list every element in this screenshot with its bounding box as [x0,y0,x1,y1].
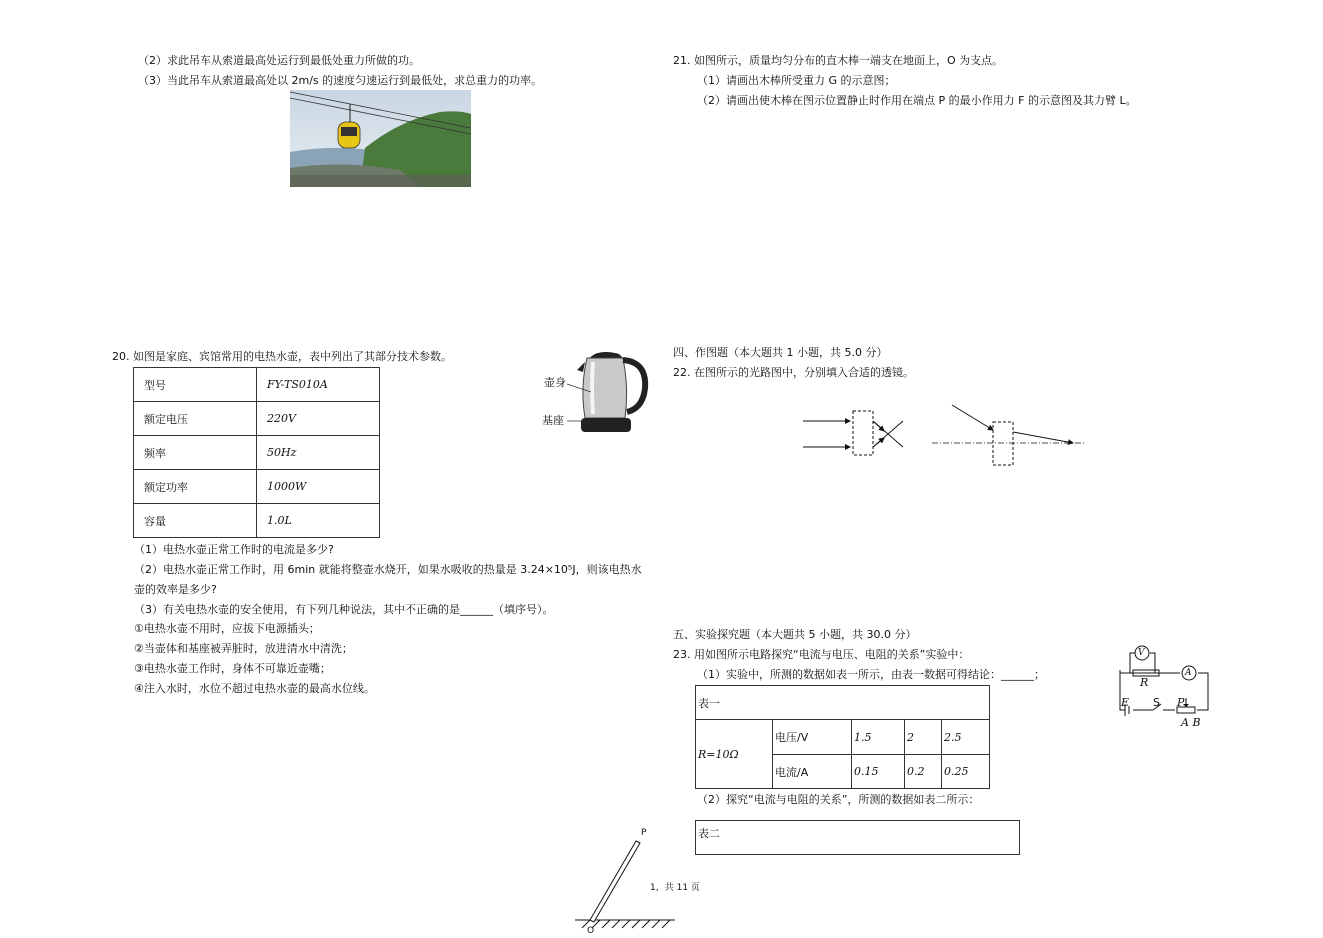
q22-stem: 22. 在图所示的光路图中，分别填入合适的透镜。 [673,366,914,379]
spec-value: 1000W [257,470,380,504]
circuit-s-label: S [1153,696,1160,709]
page-footer: 1，共 11 页 [650,883,700,893]
spec-value: 220V [257,402,380,436]
spec-label: 容量 [134,504,257,538]
q21-sub1: （1）请画出木棒所受重力 G 的示意图； [697,74,896,87]
q19-sub2: （2）求此吊车从索道最高处运行到最低处重力所做的功。 [138,54,420,67]
table1-title: 表一 [696,686,990,720]
table1-cell: 2.5 [942,720,990,755]
q23-sub2: （2）探究“电流与电阻的关系”，所测的数据如表二所示： [697,793,980,806]
table1-cell: 0.2 [905,755,942,789]
table1-cell: 1.5 [852,720,905,755]
q19-sub3: （3）当此吊车从索道最高处以 2m/s 的速度匀速运行到最低处，求总重力的功率。 [138,74,543,87]
table2-title: 表二 [696,821,1020,855]
rod-lever-figure [570,825,680,935]
table1-cell: 2 [905,720,942,755]
table1-row1-label: 电压/V [773,720,852,755]
q20-opt1: ①电热水壶不用时，应拔下电源插头； [134,622,320,635]
spec-value: FY-TS010A [257,368,380,402]
q20-opt2: ②当壶体和基座被弄脏时，放进清水中清洗； [134,642,353,655]
q20-sub2b: 壶的效率是多少? [134,583,217,596]
q20-opt4: ④注入水时，水位不超过电热水壶的最高水位线。 [134,682,375,695]
section-4-heading: 四、作图题（本大题共 1 小题，共 5.0 分） [673,346,888,359]
circuit-v-label: V [1138,648,1145,658]
data-table-1 [695,685,990,789]
spec-label: 频率 [134,436,257,470]
spec-label: 额定功率 [134,470,257,504]
q21-sub2: （2）请画出使木棒在图示位置静止时作用在端点 P 的最小作用力 F 的示意图及其力臂 L。 [697,94,1137,107]
spec-label: 型号 [134,368,257,402]
kettle-base-label: 基座 [542,414,564,427]
q20-stem: 20. 如图是家庭、宾馆常用的电热水壶，表中列出了其部分技术参数。 [112,350,452,363]
kettle-body-label: 壶身 [544,376,566,389]
table1-r-label: R=10Ω [696,720,773,789]
circuit-p-label: P [1177,696,1185,709]
spec-value: 50Hz [257,436,380,470]
spec-label: 额定电压 [134,402,257,436]
light-path-diagram-1 [800,405,910,460]
q23-stem: 23. 用如图所示电路探究“电流与电压、电阻的关系”实验中： [673,648,970,661]
q20-sub3: （3）有关电热水壶的安全使用，有下列几种说法，其中不正确的是______（填序号）。 [134,603,554,616]
circuit-a-label: A [1185,668,1192,678]
circuit-ab-label: A B [1181,716,1201,729]
q23-sub1: （1）实验中，所测的数据如表一所示，由表一数据可得结论：______； [697,668,1045,681]
table1-cell: 0.25 [942,755,990,789]
circuit-e-label: E [1121,696,1130,709]
spec-value: 1.0L [257,504,380,538]
cable-car-photo [290,90,471,187]
kettle-label-lines [565,380,595,425]
q20-sub1: （1）电热水壶正常工作时的电流是多少? [134,543,334,556]
light-path-diagram-2 [930,400,1090,470]
section-5-heading: 五、实验探究题（本大题共 5 小题，共 30.0 分） [673,628,917,641]
data-table-2 [695,820,1020,855]
rod-point-p: P [641,828,647,838]
circuit-r-label: R [1140,676,1149,689]
q20-opt3: ③电热水壶工作时，身体不可靠近壶嘴； [134,662,331,675]
q20-sub2a: （2）电热水壶正常工作时，用 6min 就能将整壶水烧开，如果水吸收的热量是 3.24×10⁵J，则该电热水 [134,563,642,576]
kettle-spec-table [133,367,380,538]
table1-row2-label: 电流/A [773,755,852,789]
rod-point-o: O [587,926,595,936]
table1-cell: 0.15 [852,755,905,789]
q21-stem: 21. 如图所示，质量均匀分布的直木棒一端支在地面上，O 为支点。 [673,54,1004,67]
